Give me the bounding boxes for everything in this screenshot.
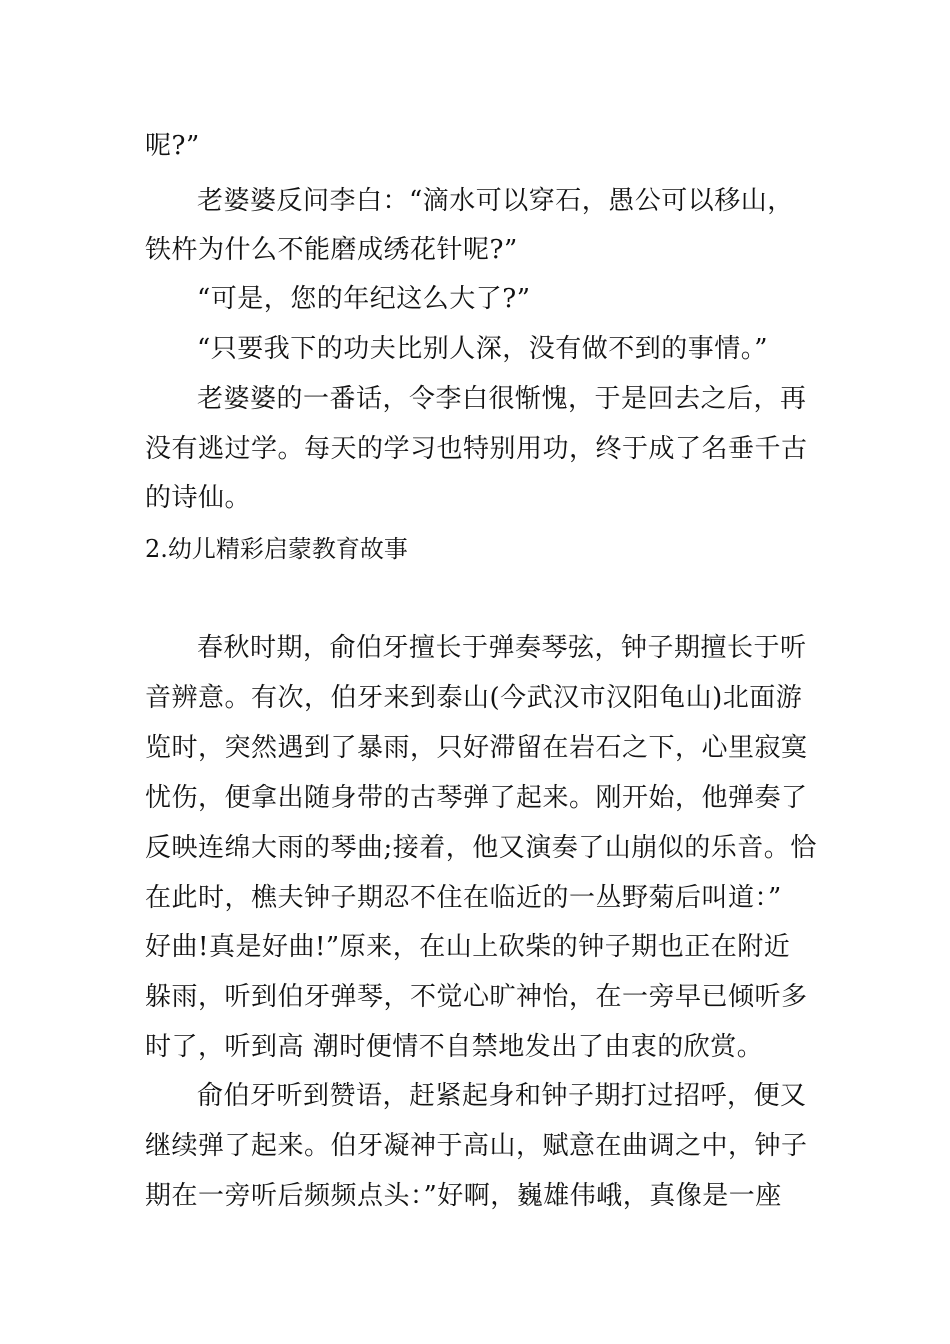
text-line: 的诗仙。: [145, 483, 252, 513]
text-line: 忧伤，便拿出随身带的古琴弹了起来。刚开始，他弹奏了: [145, 783, 808, 813]
paragraph-start: 俞伯牙听到赞语，赶紧起身和钟子期打过招呼，便又: [197, 1081, 807, 1111]
text-line: 时了，听到高 潮时便情不自禁地发出了由衷的欣赏。: [145, 1032, 764, 1062]
text-line: 在此时，樵夫钟子期忍不住在临近的一丛野菊后叫道：”: [145, 883, 782, 913]
text-line: 览时，突然遇到了暴雨，只好滞留在岩石之下，心里寂寞: [145, 733, 808, 763]
text-line: 音辨意。有次，伯牙来到泰山(今武汉市汉阳龟山)北面游: [145, 683, 803, 713]
text-line: 好曲!真是好曲!”原来，在山上砍柴的钟子期也正在附近: [145, 932, 791, 962]
text-line: 没有逃过学。每天的学习也特别用功，终于成了名垂千古: [145, 434, 808, 464]
paragraph-start: 春秋时期，俞伯牙擅长于弹奏琴弦，钟子期擅长于听: [197, 633, 807, 663]
paragraph-start: “可是，您的年纪这么大了?”: [197, 284, 531, 314]
paragraph-start: 老婆婆的一番话，令李白很惭愧，于是回去之后，再: [197, 384, 807, 414]
section-heading: 2.幼儿精彩启蒙教育故事: [145, 535, 408, 563]
text-line: 铁杵为什么不能磨成绣花针呢?”: [145, 235, 518, 265]
text-line: 期在一旁听后频频点头：”好啊，巍雄伟峨，真像是一座: [145, 1181, 782, 1211]
text-line: 呢?”: [145, 131, 200, 161]
text-line: 躲雨，听到伯牙弹琴，不觉心旷神怡，在一旁早已倾听多: [145, 982, 808, 1012]
text-line: 反映连绵大雨的琴曲;接着，他又演奏了山崩似的乐音。恰: [145, 833, 817, 863]
text-line: 继续弹了起来。伯牙凝神于高山，赋意在曲调之中，钟子: [145, 1131, 808, 1161]
paragraph-start: “只要我下的功夫比别人深，没有做不到的事情。”: [197, 334, 769, 364]
paragraph-start: 老婆婆反问李白：“滴水可以穿石，愚公可以移山，: [197, 186, 794, 216]
